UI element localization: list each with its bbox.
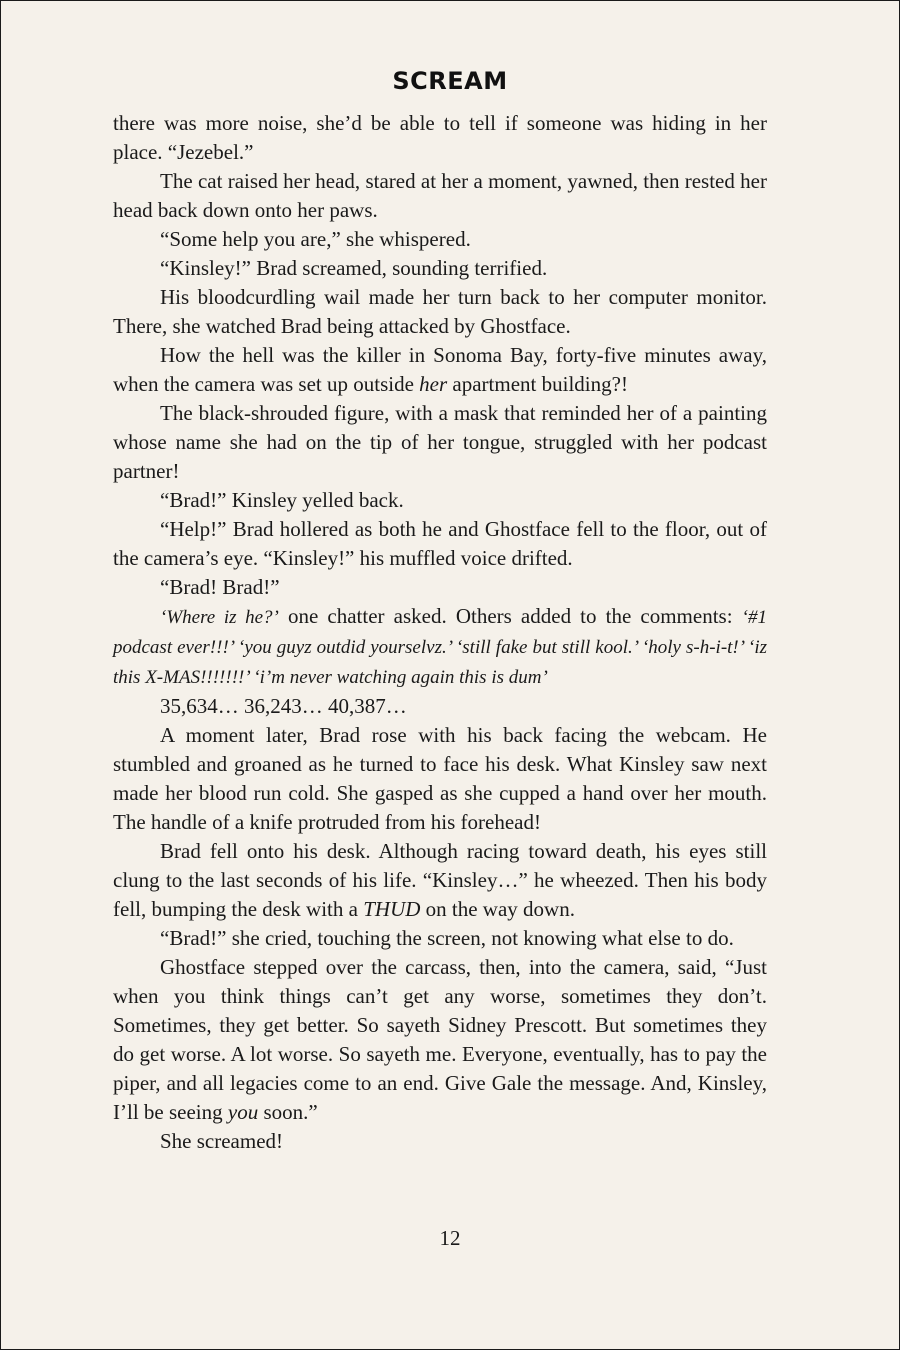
emphasis: her bbox=[419, 372, 448, 396]
emphasis: THUD bbox=[363, 897, 421, 921]
paragraph: The black-shrouded figure, with a mask that reminded her of a painting whose name she had on the tip of her tongue, struggled with her podcast partner! bbox=[113, 401, 767, 483]
paragraph: “Kinsley!” Brad screamed, sounding terrified. bbox=[160, 256, 548, 280]
chat-comments: ‘#1 podcast ever!!!’ ‘you guyz outdid yourselvz.’ ‘still fake but still kool.’ ‘holy s-h-i-t!’ ‘iz this X-MAS!!!!!!!’ ‘i’m never watching again this is dum’ bbox=[113, 607, 767, 688]
paragraph bbox=[113, 837, 767, 924]
paragraph-text: on the way down. bbox=[420, 897, 575, 921]
page-body bbox=[113, 109, 767, 1156]
paragraph bbox=[113, 953, 767, 1127]
running-header: SCREAM bbox=[392, 67, 508, 95]
paragraph-text: one chatter asked. Others added to the comments: bbox=[278, 604, 742, 628]
paragraph: She screamed! bbox=[160, 1129, 284, 1153]
chat-comment: ‘Where iz he?’ bbox=[160, 607, 279, 628]
paragraph-text: apartment building?! bbox=[447, 372, 628, 396]
paragraph-text: Brad fell onto his desk. Although racing toward death, his eyes still clung to the last seconds of his life. “Kinsley…” he wheezed. Then his body fell, bumping the desk with a bbox=[113, 839, 767, 921]
paragraph: His bloodcurdling wail made her turn back to her computer monitor. There, she watched Brad being attacked by Ghostface. bbox=[113, 285, 767, 338]
paragraph: “Brad!” Kinsley yelled back. bbox=[160, 488, 404, 512]
paragraph: there was more noise, she’d be able to tell if someone was hiding in her place. “Jezebel.” bbox=[113, 111, 767, 164]
paragraph-text: How the hell was the killer in Sonoma Bay, forty-five minutes away, when the camera was set up outside bbox=[113, 343, 767, 396]
paragraph: The cat raised her head, stared at her a moment, yawned, then rested her head back down onto her paws. bbox=[113, 169, 767, 222]
emphasis: you bbox=[227, 1100, 259, 1124]
page-number: 12 bbox=[439, 1226, 461, 1250]
paragraph: “Some help you are,” she whispered. bbox=[160, 227, 471, 251]
paragraph: “Help!” Brad hollered as both he and Ghostface fell to the floor, out of the camera’s eye. “Kinsley!” his muffled voice drifted. bbox=[113, 517, 767, 570]
paragraph-text: soon.” bbox=[258, 1100, 318, 1124]
viewer-count: 35,634… 36,243… 40,387… bbox=[160, 694, 407, 718]
paragraph-text: Ghostface stepped over the carcass, then, into the camera, said, “Just when you think things can’t get any worse, sometimes they don’t. Sometimes, they get better. So sayeth Sidney Prescott. But sometimes they do get worse. A lot worse. So sayeth me. Everyone, eventually, has to pay the piper, and all legacies come to an end. Give Gale the message. And, Kinsley, I’ll be seeing bbox=[113, 955, 767, 1124]
paragraph: “Brad!” she cried, touching the screen, not knowing what else to do. bbox=[160, 926, 734, 950]
paragraph bbox=[113, 341, 767, 399]
chat-comments-paragraph bbox=[113, 602, 767, 692]
paragraph: A moment later, Brad rose with his back facing the webcam. He stumbled and groaned as he turned to face his desk. What Kinsley saw next made her blood run cold. She gasped as she cupped a hand over her mouth. The handle of a knife protruded from his forehead! bbox=[113, 723, 767, 834]
paragraph: “Brad! Brad!” bbox=[160, 575, 280, 599]
